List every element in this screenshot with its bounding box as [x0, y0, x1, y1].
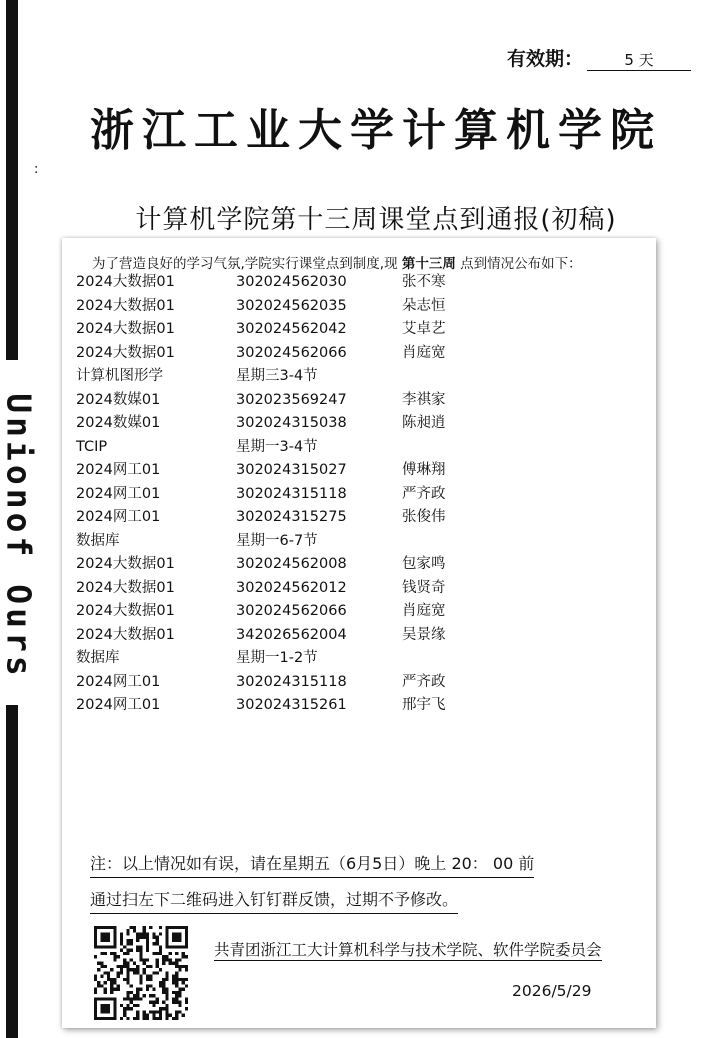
row-col-1: 2024网工01: [76, 509, 161, 525]
note-line-1: 注：以上情况如有误，请在星期五（6月5日）晚上 20： 00 前: [90, 853, 534, 878]
list-item: [76, 553, 636, 577]
list-item: [76, 436, 636, 460]
row-col-1: 2024大数据01: [76, 344, 175, 361]
row-col-3: 吴景缘: [402, 626, 446, 643]
organization-name: 共青团浙江工大计算机科学与技术学院、软件学院委员会: [214, 941, 602, 959]
row-col-3: 肖庭宽: [402, 344, 446, 361]
row-col-2: 342026562004: [236, 626, 347, 643]
list-item: [76, 600, 636, 624]
row-col-2: 302024315118: [236, 673, 347, 690]
row-col-1: 2024大数据01: [76, 603, 175, 619]
list-item: [76, 624, 636, 648]
list-item: [76, 412, 636, 436]
list-item: [76, 271, 636, 295]
row-col-3: 傅琳翔: [402, 462, 446, 478]
row-col-2: 302024315275: [236, 509, 347, 525]
list-item: [76, 318, 636, 342]
decor-bar-bottom: [6, 705, 18, 1038]
row-col-2: 星期三3-4节: [236, 368, 318, 384]
college-title: 浙江工业大学计算机学院: [90, 105, 662, 156]
list-item: [76, 577, 636, 601]
row-col-2: 302024315261: [236, 697, 347, 713]
row-col-3: 艾卓艺: [402, 321, 446, 337]
qr-code-icon[interactable]: [94, 926, 188, 1020]
list-item: [76, 483, 636, 507]
list-item: [76, 459, 636, 483]
row-col-2: 302024562066: [236, 344, 347, 361]
validity: [507, 44, 691, 71]
notice-paper: [62, 238, 656, 1028]
row-col-1: 2024网工01: [76, 673, 161, 690]
validity-value: 5 天: [587, 50, 691, 71]
row-col-1: 2024数媒01: [76, 391, 161, 408]
row-col-1: 2024大数据01: [76, 579, 175, 596]
row-col-1: 2024网工01: [76, 697, 161, 713]
intro-before: 为了营造良好的学习气氛,学院实行课堂点到制度,现: [92, 256, 402, 272]
list-item: [76, 694, 636, 718]
side-text: Unionof Ours: [0, 392, 39, 680]
row-col-2: 302024562035: [236, 297, 347, 314]
row-col-1: TCIP: [76, 438, 108, 455]
note-line-2: 通过扫左下二维码进入钉钉群反馈，过期不予修改。: [90, 889, 458, 914]
row-col-3: 张不寒: [402, 274, 446, 290]
row-col-2: 星期一6-7节: [236, 532, 318, 549]
document-title: 计算机学院第十三周课堂点到通报(初稿): [135, 205, 617, 235]
stray-colon: :: [34, 162, 39, 177]
row-col-1: 2024大数据01: [76, 321, 175, 337]
list-item: [76, 506, 636, 530]
decor-bar-top: [6, 0, 18, 360]
row-col-1: 2024大数据01: [76, 556, 175, 572]
row-col-1: 2024网工01: [76, 462, 161, 478]
list-item: [76, 647, 636, 671]
row-col-1: 数据库: [76, 650, 120, 666]
row-col-1: 数据库: [76, 532, 120, 549]
row-col-1: 2024大数据01: [76, 274, 175, 290]
row-col-1: 2024网工01: [76, 485, 161, 502]
row-col-3: 包家鸣: [402, 556, 446, 572]
row-col-3: 严齐政: [402, 485, 446, 502]
row-col-2: 302024315118: [236, 485, 347, 502]
list-item: [76, 389, 636, 413]
row-col-3: 张俊伟: [402, 509, 446, 525]
row-col-2: 302024315038: [236, 415, 347, 431]
intro-week: 第十三周: [401, 256, 456, 272]
row-col-3: 严齐政: [402, 673, 446, 690]
row-col-1: 2024大数据01: [76, 297, 175, 314]
issue-date: 2026/5/29: [512, 982, 592, 1000]
intro-after: 点到情况公布如下：: [455, 256, 582, 272]
row-col-2: 302023569247: [236, 391, 347, 408]
row-col-3: 李祺家: [402, 391, 446, 408]
row-col-2: 302024562008: [236, 556, 347, 572]
list-item: [76, 671, 636, 695]
list-item: [76, 530, 636, 554]
row-col-3: 钱贤奇: [402, 579, 446, 596]
row-col-1: 2024数媒01: [76, 415, 161, 431]
row-col-1: 2024大数据01: [76, 626, 175, 643]
list-item: [76, 365, 636, 389]
attendance-list: [76, 271, 636, 718]
intro-text: [92, 252, 582, 272]
row-col-2: 302024562066: [236, 603, 347, 619]
row-col-2: 302024562042: [236, 321, 347, 337]
row-col-1: 计算机图形学: [76, 368, 163, 384]
row-col-2: 302024315027: [236, 462, 347, 478]
row-col-2: 星期一1-2节: [236, 650, 318, 666]
row-col-3: 陈昶逍: [402, 415, 446, 431]
row-col-3: 邢宇飞: [402, 697, 446, 713]
row-col-2: 302024562012: [236, 579, 347, 596]
row-col-2: 星期一3-4节: [236, 438, 318, 455]
validity-label: 有效期：: [507, 48, 584, 70]
row-col-2: 302024562030: [236, 274, 347, 290]
list-item: [76, 342, 636, 366]
row-col-3: 朵志恒: [402, 297, 446, 314]
side-vertical-text: [0, 381, 39, 691]
list-item: [76, 295, 636, 319]
row-col-3: 肖庭宽: [402, 603, 446, 619]
